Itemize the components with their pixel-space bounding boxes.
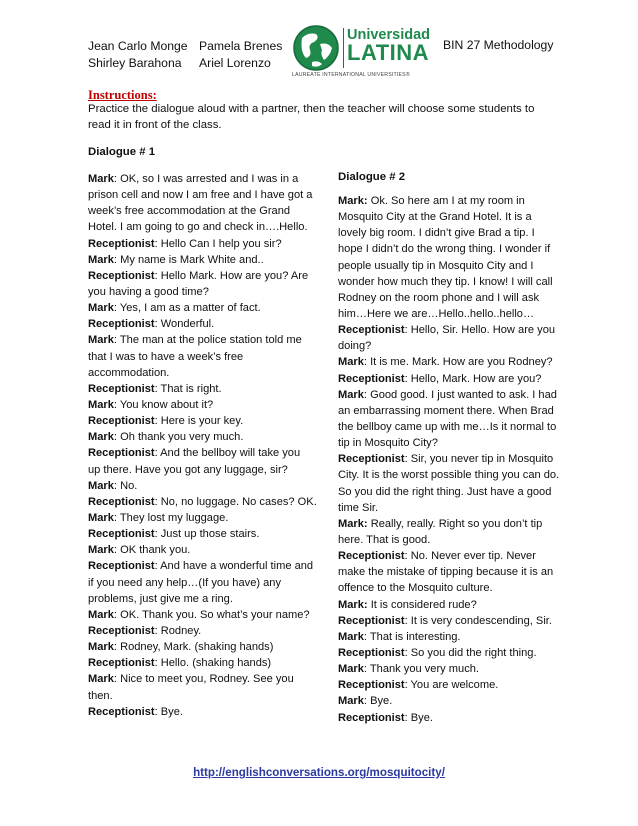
dialogue-line	[338, 645, 559, 661]
speaker-separator: :	[154, 495, 161, 508]
dialogue-line	[88, 300, 317, 316]
dialogue-line	[338, 516, 559, 532]
line-text: No. Never ever tip. Never	[410, 550, 536, 563]
globe-icon	[292, 24, 340, 72]
speaker-separator: :	[113, 253, 121, 266]
speaker-name: Receptionist	[88, 560, 155, 573]
authors-column-1	[88, 38, 188, 72]
dialogue-line	[88, 332, 317, 348]
speaker-separator: :	[154, 657, 161, 670]
speaker-name: Receptionist	[88, 382, 155, 395]
speaker-separator: :	[363, 663, 370, 676]
speaker-separator: :	[154, 560, 161, 573]
dialogue-line	[88, 623, 317, 639]
dialogue-line	[338, 387, 559, 403]
speaker-name: Mark	[88, 334, 114, 347]
line-text: Just up those stairs.	[160, 528, 260, 541]
dialogue-line	[338, 613, 559, 629]
line-text: Rodney, Mark. (shaking hands)	[120, 641, 274, 654]
speaker-name: Receptionist	[88, 624, 155, 637]
speaker-separator: :	[404, 453, 411, 466]
dialogue-line	[88, 252, 317, 268]
line-text: They lost my luggage.	[119, 511, 229, 524]
line-text: Yes, I am as a matter of fact.	[119, 302, 261, 315]
speaker-name: Receptionist	[88, 318, 155, 331]
line-text: Hello, Mark. How are you?	[410, 372, 542, 385]
speaker-name: Mark:	[338, 195, 368, 207]
line-text: tip in Mosquito City?	[338, 437, 438, 450]
dialogue-line	[88, 591, 317, 607]
line-text: up there. Have you got any luggage, sir?	[88, 463, 288, 476]
dialogue-1-text	[88, 171, 317, 720]
logo-divider	[343, 28, 344, 68]
speaker-name: Mark	[338, 695, 364, 708]
speaker-separator: :	[113, 608, 121, 621]
line-text: Good good. I just wanted to ask. I had	[370, 388, 557, 401]
line-text: accommodation.	[88, 366, 170, 379]
university-logo	[292, 24, 436, 80]
line-text: Rodney on the room phone and I will ask	[338, 291, 540, 304]
dialogue-2-text	[338, 193, 559, 726]
speaker-separator: :	[113, 173, 121, 185]
line-text: The man at the police station told me	[119, 334, 302, 347]
logo-line-1: Universidad	[347, 27, 430, 43]
speaker-separator: :	[113, 479, 121, 492]
speaker-separator: :	[154, 269, 161, 282]
line-text: time Sir.	[338, 501, 379, 514]
dialogue-line	[338, 661, 559, 677]
line-text: hope I didn’t do the wrong thing. I wonder if	[338, 243, 551, 256]
dialogue-line	[88, 478, 317, 494]
line-text: Bye.	[410, 711, 433, 724]
line-text: And the bellboy will take you	[160, 447, 301, 460]
dialogue-line	[338, 274, 559, 290]
speaker-separator: :	[113, 673, 121, 686]
course-name: BIN 27 Methodology	[443, 38, 554, 52]
line-text: here. That is good.	[338, 533, 431, 546]
line-text: wonder how much they tip. I know! I will call	[338, 275, 553, 288]
dialogue-2-title: Dialogue # 2	[338, 171, 406, 183]
line-text: It is considered rude?	[370, 598, 477, 611]
dialogue-line	[338, 419, 559, 435]
dialogue-line	[338, 693, 559, 709]
author-name: Pamela Brenes	[199, 39, 283, 53]
dialogue-line	[338, 371, 559, 387]
dialogue-line	[88, 639, 317, 655]
dialogue-line	[88, 575, 317, 591]
line-text: OK. Thank you. So what’s your name?	[120, 608, 310, 621]
dialogue-line	[338, 354, 559, 370]
dialogue-line	[88, 413, 317, 429]
line-text: Bye.	[160, 705, 183, 718]
dialogue-line	[338, 629, 559, 645]
dialogue-line	[338, 306, 559, 322]
speaker-separator: :	[113, 334, 120, 347]
line-text: Thank you very much.	[369, 663, 480, 676]
dialogue-line	[88, 704, 317, 720]
dialogue-line	[88, 542, 317, 558]
speaker-name: Mark	[88, 511, 114, 524]
dialogue-1-title: Dialogue # 1	[88, 146, 156, 158]
speaker-separator: :	[154, 318, 161, 331]
dialogue-line	[88, 284, 317, 300]
dialogue-line	[88, 526, 317, 542]
speaker-name: Receptionist	[338, 372, 405, 385]
speaker-name: Mark	[88, 398, 114, 411]
speaker-separator: :	[404, 614, 411, 627]
line-text: That is interesting.	[369, 630, 461, 643]
speaker-separator: :	[113, 431, 121, 444]
line-text: you having a good time?	[88, 285, 209, 298]
speaker-name: Mark	[88, 479, 114, 492]
line-text: So you did the right thing.	[410, 646, 537, 659]
speaker-separator: :	[154, 624, 161, 637]
speaker-name: Mark:	[338, 598, 368, 611]
line-text: Nice to meet you, Rodney. See you	[120, 673, 294, 686]
speaker-separator: :	[404, 679, 411, 692]
speaker-name: Mark:	[338, 517, 368, 530]
line-text: Rodney.	[160, 624, 202, 637]
line-text: You are welcome.	[410, 679, 499, 692]
speaker-separator: :	[404, 550, 411, 563]
line-text: an embarrassing moment there. When Brad	[338, 404, 554, 417]
dialogue-line	[338, 710, 559, 726]
speaker-name: Mark	[88, 253, 114, 266]
speaker-separator: :	[154, 447, 161, 460]
instructions-title: Instructions:	[88, 88, 157, 102]
line-text: OK, so I was arrested and I was in a	[120, 173, 299, 185]
line-text: No, no luggage. No cases? OK.	[160, 495, 317, 508]
speaker-separator: :	[363, 695, 371, 708]
line-text: Hello Mark. How are you? Are	[160, 269, 309, 282]
line-text: Really, really. Right so you don’t tip	[370, 517, 543, 530]
speaker-separator: :	[154, 705, 161, 718]
dialogue-line	[88, 671, 317, 687]
line-text: if you need any help…(If you have) any	[88, 576, 282, 589]
speaker-separator: :	[113, 544, 121, 557]
speaker-name: Mark	[88, 641, 114, 654]
speaker-name: Receptionist	[88, 657, 155, 670]
line-text: week’s free accommodation at the Grand	[88, 205, 291, 218]
line-text: Here is your key.	[160, 415, 244, 428]
dialogue-line	[338, 193, 559, 209]
line-text: It is very condescending, Sir.	[410, 614, 552, 627]
dialogue-line	[338, 484, 559, 500]
speaker-name: Mark	[338, 388, 364, 401]
line-text: doing?	[338, 340, 372, 353]
line-text: prison cell and now I am free and I have got a	[88, 189, 313, 202]
line-text: You know about it?	[119, 398, 214, 411]
speaker-name: Mark	[88, 431, 114, 444]
dialogue-line	[338, 451, 559, 467]
speaker-name: Receptionist	[338, 614, 405, 627]
dialogue-line	[338, 597, 559, 613]
logo-tagline: LAUREATE INTERNATIONAL UNIVERSITIES®	[292, 72, 410, 78]
speaker-separator: :	[404, 372, 411, 385]
speaker-separator: :	[363, 388, 371, 401]
line-text: lovely big room. I didn’t give Brad a tip. I	[338, 227, 535, 240]
speaker-name: Receptionist	[88, 495, 155, 508]
line-text: make the mistake of tipping because it is an	[338, 566, 554, 579]
authors-column-2	[199, 38, 282, 72]
logo-line-2: LATINA	[347, 40, 430, 65]
dialogue-line	[338, 225, 559, 241]
dialogue-line	[338, 258, 559, 274]
line-text: that I was to have a week’s free	[88, 350, 244, 363]
dialogue-line	[88, 381, 317, 397]
dialogue-line	[88, 171, 317, 187]
speaker-name: Receptionist	[88, 237, 155, 250]
speaker-name: Receptionist	[88, 447, 155, 460]
dialogue-line	[88, 219, 317, 235]
speaker-name: Receptionist	[338, 711, 405, 724]
line-text: That is right.	[160, 382, 222, 395]
source-link[interactable]: http://englishconversations.org/mosquitocity/	[193, 766, 445, 779]
speaker-name: Receptionist	[88, 415, 155, 428]
dialogue-line	[88, 494, 317, 510]
line-text: Ok. So here am I at my room in	[370, 195, 525, 207]
dialogue-line	[88, 558, 317, 574]
dialogue-line	[338, 403, 559, 419]
speaker-separator: :	[404, 324, 411, 337]
dialogue-line	[338, 338, 559, 354]
dialogue-line	[88, 187, 317, 203]
line-text: people usually tip in Mosquito City and I	[338, 259, 534, 272]
dialogue-line	[88, 510, 317, 526]
instructions-body: Practice the dialogue aloud with a partner, then the teacher will choose some students to read it in front of the class.	[88, 103, 535, 131]
dialogue-line	[88, 316, 317, 332]
line-text: So you did the right thing. Just have a good	[338, 485, 552, 498]
line-text: him…Here we are…Hello..hello..hello…	[338, 307, 535, 320]
dialogue-line	[338, 564, 559, 580]
dialogue-line	[88, 268, 317, 284]
speaker-name: Mark	[338, 356, 364, 369]
dialogue-line	[338, 677, 559, 693]
dialogue-line	[88, 365, 317, 381]
speaker-separator: :	[154, 237, 161, 250]
speaker-separator: :	[154, 382, 161, 395]
dialogue-line	[88, 688, 317, 704]
speaker-name: Mark	[88, 544, 114, 557]
speaker-name: Receptionist	[338, 646, 405, 659]
line-text: offence to the Mosquito culture.	[338, 582, 493, 595]
dialogue-line	[88, 429, 317, 445]
speaker-separator: :	[404, 711, 411, 724]
author-name: Shirley Barahona	[88, 56, 182, 70]
speaker-separator: :	[113, 398, 120, 411]
line-text: the bellboy came up with me…Is it normal to	[338, 420, 557, 433]
dialogue-line	[88, 607, 317, 623]
dialogue-line	[338, 532, 559, 548]
line-text: then.	[88, 689, 113, 702]
line-text: OK thank you.	[120, 544, 191, 557]
speaker-separator: :	[154, 528, 161, 541]
line-text: Hello, Sir. Hello. How are you	[410, 324, 556, 337]
dialogue-line	[88, 445, 317, 461]
speaker-name: Mark	[88, 673, 114, 686]
line-text: Hello. (shaking hands)	[160, 657, 272, 670]
line-text: It is me. Mark. How are you Rodney?	[370, 356, 553, 369]
speaker-name: Receptionist	[338, 453, 405, 466]
dialogue-line	[88, 655, 317, 671]
dialogue-line	[338, 500, 559, 516]
speaker-name: Receptionist	[338, 550, 405, 563]
speaker-name: Receptionist	[88, 528, 155, 541]
speaker-separator: :	[363, 356, 371, 369]
speaker-name: Receptionist	[338, 324, 405, 337]
dialogue-line	[338, 435, 559, 451]
line-text: Mosquito City at the Grand Hotel. It is a	[338, 211, 532, 224]
speaker-separator: :	[404, 646, 411, 659]
line-text: Hello Can I help you sir?	[160, 237, 282, 250]
author-name: Ariel Lorenzo	[199, 56, 271, 70]
dialogue-line	[338, 467, 559, 483]
dialogue-line	[338, 548, 559, 564]
line-text: Hotel. I am going to go and check in….Hello.	[88, 221, 308, 234]
line-text: problems, just give me a ring.	[88, 592, 233, 605]
speaker-name: Receptionist	[88, 269, 155, 282]
speaker-name: Mark	[338, 663, 364, 676]
dialogue-line	[338, 241, 559, 257]
speaker-name: Receptionist	[88, 705, 155, 718]
speaker-name: Mark	[88, 302, 114, 315]
dialogue-line	[338, 290, 559, 306]
speaker-separator: :	[113, 302, 120, 315]
line-text: My name is Mark White and..	[120, 253, 264, 266]
speaker-separator: :	[113, 511, 120, 524]
speaker-separator: :	[113, 641, 121, 654]
dialogue-line	[88, 236, 317, 252]
line-text: Wonderful.	[160, 318, 215, 331]
author-name: Jean Carlo Monge	[88, 39, 188, 53]
line-text: No.	[120, 479, 138, 492]
speaker-name: Mark	[88, 608, 114, 621]
dialogue-line	[338, 209, 559, 225]
dialogue-line	[338, 580, 559, 596]
line-text: And have a wonderful time and	[160, 560, 314, 573]
speaker-separator: :	[154, 415, 161, 428]
dialogue-line	[338, 322, 559, 338]
line-text: Oh thank you very much.	[120, 431, 244, 444]
line-text: Sir, you never tip in Mosquito	[410, 453, 554, 466]
dialogue-line	[88, 397, 317, 413]
speaker-name: Mark	[338, 630, 364, 643]
line-text: City. It is the worst possible thing you can do.	[338, 469, 560, 482]
dialogue-line	[88, 349, 317, 365]
speaker-name: Mark	[88, 173, 114, 185]
speaker-separator: :	[363, 630, 370, 643]
dialogue-line	[88, 462, 317, 478]
dialogue-line	[88, 203, 317, 219]
speaker-name: Receptionist	[338, 679, 405, 692]
line-text: Bye.	[370, 695, 393, 708]
